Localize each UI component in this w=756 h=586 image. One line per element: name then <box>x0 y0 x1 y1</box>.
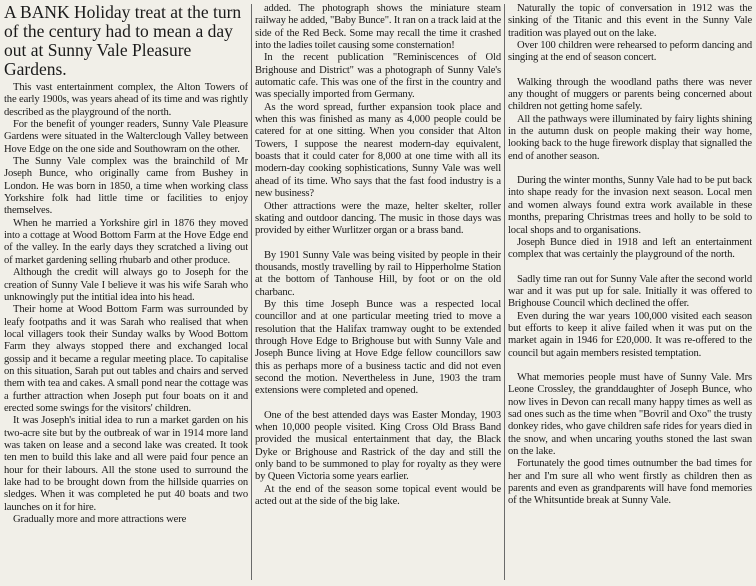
paragraph: added. The photograph shows the miniature steam railway he added, "Baby Bunce". It ran on a track laid at the side of the Red Beck. Some may recall the time it crashed into the ladies toilet causing some consternation! <box>255 3 501 52</box>
paragraph: One of the best attended days was Easter Monday, 1903 when 10,000 people visited. King Cross Old Brass Band provided the musical entertainment that day, the Black Dyke or Brighouse and Rastrick of the day and still the only band to be summoned to play for royalty as they were by Queen Victoria some years earlier. <box>255 409 501 483</box>
paragraph: Gradually more and more attractions were <box>13 514 187 526</box>
column-rule <box>504 4 505 580</box>
paragraph: In the recent publication "Reminiscences of Old Brighouse and District" was a photograph of Sunny Vale's automatic cafe. This was one of the first in the country and was specially imported from Germany. <box>255 52 501 101</box>
paragraph: Other attractions were the maze, helter skelter, roller skating and outdoor dancing. The music in those days was provided by either Wurlitzer organ or a brass band. <box>255 200 501 237</box>
paragraph: When he married a Yorkshire girl in 1876 they moved into a cottage at Wood Bottom Farm at the Hove Edge end of the valley. In the early days they scratched a living out of market gardening selling rhubarb and other produce. <box>4 217 248 266</box>
paragraph: Naturally the topic of conversation in 1912 was the sinking of the Titanic and this event in the Sunny Vale tradition was played out on the lake. <box>508 3 752 39</box>
paragraph: The Sunny Vale complex was the brainchild of Mr Joseph Bunce, who originally came from Bushey in London. He was born in 1850, a time when working class Yorkshire folk had little time or facilities to enjoy themselves. <box>4 156 248 217</box>
paragraph: Walking through the woodland paths there was never any thought of muggers or parents being concerned about children not getting home safely. <box>508 76 752 113</box>
paragraph: Their home at Wood Bottom Farm was surrounded by leafy footpaths and it was Sarah who realised that when local villagers took their Sunday walks by Wood Bottom Farm they always stopped there and exchanged local gossip and it became a regular meeting place. To capitalise on this situation, Sarah put out tables and chairs and served them with tea and cakes. A small pond near the cottage was a further attraction when Joseph put four boats on it and erected some swings for the visitors' children. <box>4 304 248 414</box>
paragraph: As the word spread, further expansion took place and when this was finished as many as 4,000 people could be catered for at one sitting. When you consider that Alton Towers, I suppose the nearest modern-day equivalent, boasts that it could cater for 8,000 at one time with all its modern-day cooking sophistications, Sunny Vale was well ahead of its time. Who says that the fast food industry is a new business? <box>255 101 501 200</box>
paragraph: This vast entertainment complex, the Alton Towers of the early 1900s, was years ahead of its time and was rightly described as the playground of the north. <box>4 82 248 118</box>
paragraph: At the end of the season some topical event would be acted out at the side of the big lake. <box>255 483 501 508</box>
paragraph: Over 100 children were rehearsed to peform dancing and singing at the end of season concert. <box>508 40 752 64</box>
paragraph: Sadly time ran out for Sunny Vale after the second world war and it was put up for sale. Initially it was offered to Brighouse Council which declined the offer. <box>508 273 752 310</box>
column-rule <box>251 4 252 580</box>
column-1 <box>4 0 248 586</box>
paragraph: All the pathways were illuminated by fairy lights shining in the autumn dusk on people making their way home, looking back to the huge firework display that signalled the end of another season. <box>508 113 752 162</box>
paragraph: For the benefit of younger readers, Sunny Vale Pleasure Gardens were situated in the Walterclough Valley between Hove Edge on the one side and Southowram on the other. <box>4 119 248 155</box>
paragraph: During the winter months, Sunny Vale had to be put back into shape ready for the invasion next season. Local men and women always found extra work available in these months, preparing Christmas trees and holly to be sold to local shops and to organisations. <box>508 175 752 236</box>
paragraph: It was Joseph's initial idea to run a market garden on his two-acre site but by the outbreak of war in 1914 more land was taken on lease and a second lake was created. It took ten men to build this lake and all were paid four pence an hour for their labours. All the stone used to surround the lake had to be brought down from the hillside quarries on sledges. When it was completed he put 40 boats and two launches on it for hire. <box>4 415 248 513</box>
paragraph: Even during the war years 100,000 visited each season but efforts to keep it alive failed when it was put on the market again in 1946 for £20,000. It was re-offered to the council but again members resisted temptation. <box>508 310 752 359</box>
paragraph: Although the credit will always go to Joseph for the creation of Sunny Vale I believe it was his wife Sarah who unknowingly put the intitial idea into his head. <box>4 267 248 303</box>
headline: A BANK Holiday treat at the turn of the century had to mean a day out at Sunny Vale Pleasure Gardens. <box>4 2 242 79</box>
column-3 <box>508 0 752 586</box>
paragraph: Fortunately the good times outnumber the bad times for her and I'm sure all who went firstly as children then as parents and even as grandparents will have fond memories of the Whitsuntide break at Sunny Vale. <box>508 458 752 507</box>
paragraph: What memories people must have of Sunny Vale. Mrs Leone Crossley, the granddaughter of Joseph Bunce, who now lives in Devon can recall many happy times as well as sad ones such as the time when "Bovril and Oxo" the trusty donkey rides, who gave children safe rides for years died in the snow, and when uncaring youths stoned the last swan on the lake. <box>508 371 752 457</box>
paragraph: By 1901 Sunny Vale was being visited by people in their thousands, mostly travelling by rail to Hipperholme Station at the bottom of Tanhouse Hill, by foot or on the old charbanc. <box>255 249 501 298</box>
column-2 <box>255 0 501 586</box>
paragraph: By this time Joseph Bunce was a respected local councillor and at one particular meeting tried to move a resolution that the Halifax tramway ought to be extended through Hove Edge to Brighouse but with Sunny Vale and Joseph Bunce living at Hove Edge fellow councillors saw this as perhaps more of a business tactic and did not even second the motion. Nevertheless in June, 1903 the tram extensions were completed and opened. <box>255 298 501 397</box>
paragraph: Joseph Bunce died in 1918 and left an entertainment complex that was certainly the playground of the north. <box>508 236 752 261</box>
